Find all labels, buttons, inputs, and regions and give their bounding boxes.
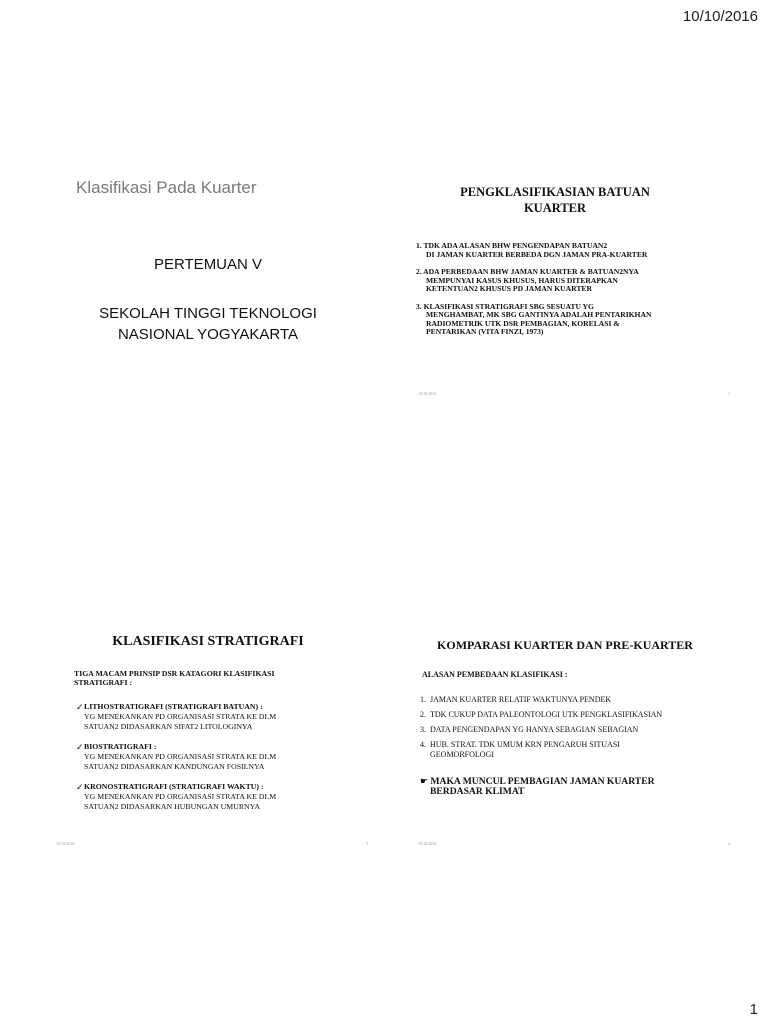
item-line: MEMPUNYAI KASUS KHUSUS, HARUS DITERAPKAN — [426, 275, 618, 285]
item-text: TDK CUKUP DATA PALEONTOLOGI UTK PENGKLASIFIKASIAN — [430, 710, 663, 719]
slide-footer-number: 3 — [366, 841, 368, 846]
item-line: 1. TDK ADA ALASAN BHW PENGENDAPAN BATUAN2 — [416, 241, 608, 250]
title-line: PENGKLASIFIKASIAN BATUAN — [460, 185, 650, 199]
item-line: DI JAMAN KUARTER BERBEDA DGN JAMAN PRA-KUARTER — [426, 249, 648, 259]
slide-1-title: Klasifikasi Pada Kuarter — [76, 178, 257, 197]
page-date: 10/10/2016 — [682, 8, 758, 25]
item-line: PENTARIKAN (VITA FINZI, 1973) — [426, 327, 544, 336]
slide-4-list — [420, 695, 740, 765]
slide-4-title: KOMPARASI KUARTER DAN PRE-KUARTER — [437, 638, 693, 652]
bullet-heading: KRONOSTRATIGRAFI (STRATIGRAFI WAKTU) : — [84, 782, 264, 791]
list-item — [420, 695, 740, 705]
checkmark-bullet-icon: ✓ — [76, 782, 84, 792]
slide-3-intro — [74, 670, 275, 687]
bullet-line: YG MENEKANKAN PD ORGANISASI STRATA KE DLM — [84, 752, 277, 761]
item-number: 3. — [420, 725, 426, 734]
slide-4-subtitle: ALASAN PEMBEDAAN KLASIFIKASI : — [422, 670, 568, 679]
conclusion-line: BERDASAR KLIMAT — [430, 786, 525, 797]
slide-footer-date: 10/10/2016 — [418, 841, 437, 846]
slide-1-institution — [38, 303, 378, 345]
slide-footer-date: 10/10/2016 — [418, 391, 437, 396]
slide-2-title — [400, 184, 710, 216]
slide-4 — [400, 610, 740, 850]
item-line: KETENTUAN2 KHUSUS PD JAMAN KUARTER — [426, 284, 592, 293]
list-item — [420, 740, 740, 759]
page-number: 1 — [749, 1001, 758, 1018]
list-item — [416, 303, 716, 337]
item-text: HUB. STRAT. TDK UMUM KRN PENGARUH SITUASI — [430, 740, 620, 749]
intro-line: STRATIGRAFI : — [74, 677, 133, 687]
item-line: 3. KLASIFIKASI STRATIGRAFI SBG SESUATU YG — [416, 301, 594, 311]
bullet-item — [76, 742, 276, 772]
list-item — [420, 710, 740, 720]
title-line: KUARTER — [523, 201, 587, 215]
item-number: 4. — [420, 740, 426, 749]
slide-2-list — [416, 242, 716, 346]
slide-1 — [38, 160, 378, 400]
bullet-heading: LITHOSTRATIGRAFI (STRATIGRAFI BATUAN) : — [84, 702, 263, 711]
checkmark-bullet-icon: ✓ — [76, 702, 84, 712]
item-number: 1. — [420, 695, 426, 704]
bullet-line: YG MENEKANKAN PD ORGANISASI STRATA KE DLM — [84, 712, 277, 721]
item-line: RADIOMETRIK UTK DSR PEMBAGIAN, KORELASI & — [426, 318, 620, 328]
item-line: 2. ADA PERBEDAAN BHW JAMAN KUARTER & BATUAN2NYA — [416, 267, 639, 276]
slide-footer-number: 4 — [728, 841, 730, 846]
institution-line: SEKOLAH TINGGI TEKNOLOGI — [99, 305, 317, 322]
bullet-line: SATUAN2 DIDASARKAN SIFAT2 LITOLOGINYA — [84, 722, 253, 731]
list-item — [420, 725, 740, 735]
slide-footer-date: 10/10/2016 — [56, 841, 75, 846]
item-text: DATA PENGENDAPAN YG HANYA SEBAGIAN SEBAGIAN — [430, 725, 639, 734]
bullet-item — [76, 702, 276, 732]
list-item — [416, 268, 716, 294]
slide-footer-number: 2 — [728, 391, 730, 396]
bullet-heading: BIOSTRATIGRAFI : — [84, 742, 157, 751]
item-line: MENGHAMBAT, MK SBG GANTINYA ADALAH PENTARIKHAN — [426, 310, 652, 319]
item-text-continued: GEOMORFOLOGI — [430, 749, 494, 759]
institution-line: NASIONAL YOGYAKARTA — [117, 326, 299, 343]
slide-4-conclusion — [420, 776, 655, 797]
checkmark-bullet-icon: ✓ — [76, 742, 84, 752]
bullet-line: SATUAN2 DIDASARKAN KANDUNGAN FOSILNYA — [84, 762, 265, 771]
bullet-item — [76, 782, 276, 812]
bullet-line: YG MENEKANKAN PD ORGANISASI STRATA KE DLM — [84, 792, 277, 801]
item-text: JAMAN KUARTER RELATIF WAKTUNYA PENDEK — [430, 695, 612, 704]
slide-3 — [38, 610, 378, 850]
conclusion-line: MAKA MUNCUL PEMBAGIAN JAMAN KUARTER — [430, 776, 655, 787]
pointing-hand-icon: ☛ — [420, 776, 429, 786]
slide-2 — [400, 160, 740, 400]
bullet-line: SATUAN2 DIDASARKAN HUBUNGAN UMURNYA — [84, 802, 261, 811]
slide-1-meeting: PERTEMUAN V — [153, 256, 263, 273]
intro-line: TIGA MACAM PRINSIP DSR KATAGORI KLASIFIKASI — [74, 669, 275, 678]
item-number: 2. — [420, 710, 426, 719]
list-item — [416, 242, 716, 259]
slide-3-title: KLASIFIKASI STRATIGRAFI — [112, 634, 304, 649]
